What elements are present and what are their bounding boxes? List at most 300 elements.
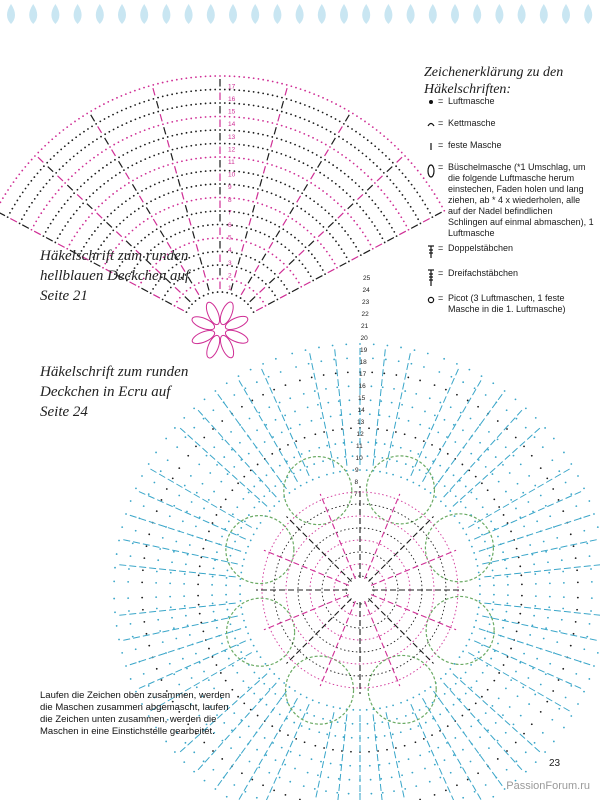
chain-stitch — [202, 239, 204, 241]
chain-stitch — [477, 565, 479, 567]
chain-stitch — [296, 205, 298, 207]
chain-stitch — [257, 92, 259, 94]
chain-stitch — [91, 176, 93, 178]
chain-stitch — [177, 204, 179, 206]
chain-stitch — [301, 243, 303, 245]
chain-stitch — [283, 213, 285, 215]
chain-stitch — [356, 224, 358, 226]
chain-stitch — [129, 198, 131, 200]
chain-stitch — [271, 192, 273, 194]
chain-stitch — [351, 179, 353, 181]
chain-stitch — [189, 634, 191, 636]
chain-stitch — [162, 151, 164, 153]
border-drop — [362, 4, 370, 24]
chain-stitch — [97, 154, 99, 156]
chain-stitch — [577, 703, 579, 705]
chain-stitch — [323, 747, 325, 749]
chain-stitch — [310, 275, 312, 277]
border-drop — [473, 4, 481, 24]
chain-stitch — [286, 84, 288, 86]
chain-stitch — [50, 223, 52, 225]
chain-stitch — [287, 734, 289, 736]
chain-stitch — [197, 583, 199, 585]
chain-stitch — [431, 734, 433, 736]
chain-stitch — [321, 206, 323, 208]
chain-stitch — [305, 349, 307, 351]
chain-stitch — [196, 686, 198, 688]
chain-stitch — [536, 658, 538, 660]
chain-stitch — [243, 212, 245, 214]
chain-stitch — [209, 129, 211, 131]
chain-stitch — [150, 186, 152, 188]
chain-stitch — [193, 241, 195, 243]
chain-stitch — [262, 161, 264, 163]
chain-stitch — [206, 455, 208, 457]
chain-stitch — [506, 567, 508, 569]
chain-stitch — [260, 522, 262, 524]
chain-stitch — [149, 171, 151, 173]
green-scallop — [284, 457, 352, 525]
chain-stitch — [395, 208, 397, 210]
chain-stitch — [516, 548, 518, 550]
chain-stitch — [307, 230, 309, 232]
double-crochet-stitch — [289, 259, 294, 264]
chain-stitch — [5, 193, 7, 195]
chain-stitch — [217, 251, 219, 253]
chain-stitch — [216, 514, 218, 516]
chain-stitch — [492, 570, 494, 572]
chain-stitch — [414, 349, 416, 351]
chain-stitch — [104, 118, 106, 120]
chain-stitch — [248, 200, 250, 202]
chain-stitch — [254, 274, 256, 276]
chain-stitch — [586, 542, 588, 544]
chain-stitch — [173, 627, 175, 629]
chain-stitch — [306, 712, 308, 714]
chain-stitch — [195, 446, 197, 448]
chain-stitch — [353, 220, 355, 222]
chain-stitch — [162, 641, 164, 643]
chain-stitch — [87, 128, 89, 130]
chain-stitch — [120, 95, 122, 97]
chain-stitch — [139, 88, 141, 90]
chain-stitch — [313, 463, 315, 465]
chain-stitch — [510, 679, 512, 681]
chain-stitch — [174, 427, 176, 429]
chain-stitch — [272, 108, 274, 110]
chain-stitch — [237, 644, 239, 646]
chain-stitch — [238, 116, 240, 118]
chain-stitch — [425, 722, 427, 724]
chain-stitch — [456, 363, 458, 365]
chain-stitch — [114, 159, 116, 161]
chain-stitch — [477, 613, 479, 615]
chain-stitch — [207, 252, 209, 254]
chain-stitch — [171, 107, 173, 109]
chain-stitch — [162, 137, 164, 139]
chain-stitch — [114, 209, 116, 211]
chain-stitch — [327, 776, 329, 778]
chain-stitch — [304, 90, 306, 92]
chain-stitch — [497, 438, 499, 440]
chain-stitch — [197, 240, 199, 242]
chain-stitch — [339, 764, 341, 766]
chain-stitch — [272, 81, 274, 83]
chain-stitch — [281, 83, 283, 85]
chain-stitch — [408, 758, 410, 760]
chain-stitch — [207, 279, 209, 281]
chain-stitch — [266, 163, 268, 165]
chain-stitch — [336, 386, 338, 388]
chain-stitch — [136, 177, 138, 179]
chain-stitch — [434, 794, 436, 796]
chain-stitch — [118, 540, 120, 542]
chain-stitch — [278, 226, 280, 228]
chain-stitch — [351, 128, 353, 130]
chain-stitch — [148, 463, 150, 465]
chain-stitch — [248, 725, 250, 727]
double-crochet-stitch — [328, 222, 333, 227]
triple-crochet-stitch — [116, 603, 235, 616]
chain-stitch — [181, 92, 183, 94]
chain-stitch — [391, 227, 393, 229]
chain-stitch — [241, 240, 243, 242]
chain-stitch — [321, 126, 323, 128]
chain-stitch — [224, 197, 226, 199]
chain-stitch — [262, 79, 264, 81]
chain-stitch — [67, 221, 69, 223]
chain-stitch — [252, 159, 254, 161]
chain-stitch — [101, 202, 103, 204]
chain-stitch — [253, 132, 255, 134]
chain-stitch — [143, 101, 145, 103]
chain-stitch — [213, 567, 215, 569]
chain-stitch — [127, 581, 129, 583]
triple-crochet-stitch — [373, 346, 386, 465]
chain-stitch — [205, 89, 207, 91]
chain-stitch — [283, 682, 285, 684]
chain-stitch — [429, 397, 431, 399]
border-drop — [584, 4, 592, 24]
chain-stitch — [126, 216, 128, 218]
chain-stitch — [462, 651, 464, 653]
chain-stitch — [425, 473, 427, 475]
chain-stitch — [314, 236, 316, 238]
double-crochet-stitch — [98, 126, 102, 132]
chain-stitch — [153, 112, 155, 114]
chain-stitch — [561, 559, 563, 561]
chain-stitch — [367, 737, 369, 739]
chain-stitch — [141, 190, 143, 192]
chain-stitch — [506, 428, 508, 430]
chain-stitch — [47, 227, 49, 229]
chain-stitch — [116, 190, 118, 192]
chain-stitch — [474, 520, 476, 522]
chain-stitch — [306, 180, 308, 182]
chain-stitch — [128, 610, 130, 612]
chain-stitch — [330, 116, 332, 118]
chain-stitch — [7, 189, 9, 191]
row-number: 3 — [228, 259, 232, 267]
chain-stitch — [70, 123, 72, 125]
chain-stitch — [243, 199, 245, 201]
chain-stitch — [293, 473, 295, 475]
chain-stitch — [513, 455, 515, 457]
border-drop — [162, 4, 170, 24]
chain-stitch — [470, 687, 472, 689]
chain-stitch — [597, 526, 599, 528]
chain-stitch — [248, 172, 250, 174]
chain-stitch — [399, 190, 401, 192]
chain-stitch — [277, 241, 279, 243]
chain-stitch — [75, 172, 77, 174]
chain-stitch — [453, 704, 455, 706]
chain-stitch — [217, 264, 219, 266]
chain-stitch — [116, 112, 118, 114]
chain-stitch — [122, 154, 124, 156]
chain-stitch — [69, 159, 71, 161]
double-crochet-stitch — [171, 153, 173, 160]
chain-stitch — [290, 114, 292, 116]
chain-stitch — [345, 157, 347, 159]
double-crochet-stitch — [253, 205, 255, 212]
chain-stitch — [295, 87, 297, 89]
chain-stitch — [245, 552, 247, 554]
chain-stitch — [334, 443, 336, 445]
chain-stitch — [497, 420, 499, 422]
border-drop — [407, 4, 415, 24]
chain-stitch — [236, 506, 238, 508]
chain-stitch — [401, 152, 403, 154]
chain-stitch — [174, 751, 176, 753]
chain-stitch — [140, 175, 142, 177]
chain-stitch — [232, 548, 234, 550]
chain-stitch — [238, 171, 240, 173]
chain-stitch — [203, 760, 205, 762]
chain-stitch — [158, 167, 160, 169]
chain-stitch — [293, 457, 295, 459]
chain-stitch — [312, 280, 314, 282]
chain-stitch — [191, 200, 193, 202]
chain-stitch — [415, 393, 417, 395]
chain-stitch — [143, 87, 145, 89]
chain-stitch — [270, 207, 272, 209]
chain-stitch — [222, 740, 224, 742]
chain-stitch — [479, 424, 481, 426]
chain-stitch — [171, 121, 173, 123]
chain-stitch — [365, 156, 367, 158]
chain-stitch — [200, 157, 202, 159]
chain-stitch — [381, 721, 383, 723]
chain-stitch — [293, 274, 295, 276]
chain-stitch — [84, 147, 86, 149]
chain-stitch — [135, 227, 137, 229]
chain-stitch — [475, 702, 477, 704]
double-crochet-stitch — [292, 288, 299, 292]
chain-stitch — [207, 224, 209, 226]
chain-stitch — [123, 219, 125, 221]
chain-stitch — [428, 751, 430, 753]
chain-stitch — [222, 278, 224, 280]
chain-stitch — [105, 199, 107, 201]
chain-stitch — [226, 601, 228, 603]
chain-stitch — [103, 103, 105, 105]
chain-stitch — [165, 652, 167, 654]
chain-stitch — [233, 466, 235, 468]
chain-stitch — [311, 377, 313, 379]
chain-stitch — [259, 232, 261, 234]
chain-stitch — [288, 249, 290, 251]
chain-stitch — [453, 474, 455, 476]
chain-stitch — [106, 237, 108, 239]
chain-stitch — [516, 760, 518, 762]
double-crochet-stitch — [290, 207, 294, 213]
chain-stitch — [348, 385, 350, 387]
chain-stitch — [240, 297, 242, 299]
chain-stitch — [290, 99, 292, 101]
chain-stitch — [207, 265, 209, 267]
chain-stitch — [113, 581, 115, 583]
chain-stitch — [190, 172, 192, 174]
chain-stitch — [366, 469, 368, 471]
chain-stitch — [481, 696, 483, 698]
chain-stitch — [411, 184, 413, 186]
chain-stitch — [337, 151, 339, 153]
chain-stitch — [243, 476, 245, 478]
chain-stitch — [193, 751, 195, 753]
chain-stitch — [202, 548, 204, 550]
chain-stitch — [186, 118, 188, 120]
chain-stitch — [229, 143, 231, 145]
chain-stitch — [181, 78, 183, 80]
chain-stitch — [74, 121, 76, 123]
chain-stitch — [384, 193, 386, 195]
double-crochet-stitch — [363, 250, 370, 254]
chain-stitch — [593, 513, 595, 515]
chain-stitch — [107, 216, 109, 218]
chain-stitch — [281, 97, 283, 99]
chain-stitch — [363, 136, 365, 138]
chain-stitch — [236, 252, 238, 254]
chain-stitch — [202, 280, 204, 282]
double-crochet-stitch — [278, 114, 280, 121]
chain-stitch — [391, 402, 393, 404]
legend-text: Luftmasche — [448, 96, 495, 106]
chain-stitch — [34, 198, 36, 200]
chain-stitch — [309, 91, 311, 93]
chain-stitch — [252, 215, 254, 217]
chain-stitch — [171, 135, 173, 137]
chain-stitch — [423, 440, 425, 442]
chain-stitch — [94, 173, 96, 175]
chain-stitch — [492, 473, 494, 475]
chain-stitch — [278, 500, 280, 502]
chain-stitch — [370, 399, 372, 401]
chain-stitch — [185, 91, 187, 93]
chain-stitch — [98, 170, 100, 172]
row-number: 23 — [362, 299, 370, 306]
chain-stitch — [503, 514, 505, 516]
chain-stitch — [384, 443, 386, 445]
chain-stitch — [459, 656, 461, 658]
chain-stitch — [351, 737, 353, 739]
chain-stitch — [233, 784, 235, 786]
double-crochet-stitch — [10, 219, 17, 223]
chain-stitch — [283, 263, 285, 265]
chain-stitch — [46, 162, 48, 164]
double-crochet-stitch — [241, 288, 245, 294]
chain-stitch — [443, 358, 445, 360]
chain-stitch — [250, 242, 252, 244]
row-number: 11 — [228, 159, 235, 166]
chain-stitch — [535, 595, 537, 597]
chain-stitch — [322, 460, 324, 462]
chain-stitch — [205, 130, 207, 132]
chain-stitch — [143, 621, 145, 623]
chain-stitch — [37, 152, 39, 154]
chain-stitch — [186, 215, 188, 217]
chain-stitch — [565, 697, 567, 699]
chain-stitch — [28, 206, 30, 208]
chain-stitch — [88, 144, 90, 146]
chain-stitch — [143, 673, 145, 675]
chain-stitch — [135, 530, 137, 532]
chain-stitch — [182, 520, 184, 522]
chain-stitch — [406, 479, 408, 481]
chain-stitch — [570, 645, 572, 647]
chain-stitch — [245, 284, 247, 286]
chain-stitch — [534, 742, 536, 744]
chain-stitch — [167, 164, 169, 166]
chain-stitch — [338, 244, 340, 246]
chain-stitch — [195, 199, 197, 201]
chain-stitch — [492, 382, 494, 384]
chain-stitch — [563, 452, 565, 454]
chain-stitch — [563, 596, 565, 598]
chain-stitch — [481, 375, 483, 377]
chain-stitch — [417, 218, 419, 220]
chain-stitch — [45, 231, 47, 233]
chain-stitch — [220, 481, 222, 483]
chain-stitch — [577, 581, 579, 583]
chain-stitch — [299, 424, 301, 426]
chain-stitch — [268, 236, 270, 238]
chain-stitch — [214, 143, 216, 145]
chain-stitch — [324, 273, 326, 275]
chain-stitch — [301, 725, 303, 727]
chain-stitch — [129, 91, 131, 93]
chain-stitch — [475, 620, 477, 622]
legend-symbol — [424, 294, 438, 312]
chain-stitch — [135, 648, 137, 650]
chain-stitch — [570, 533, 572, 535]
chain-stitch — [338, 400, 340, 402]
chain-stitch — [468, 469, 470, 471]
chain-stitch — [219, 197, 221, 199]
chain-stitch — [343, 123, 345, 125]
chain-stitch — [195, 171, 197, 173]
legend-equals: = — [438, 162, 444, 172]
double-crochet-stitch — [167, 140, 169, 147]
chain-stitch — [193, 255, 195, 257]
chain-stitch — [545, 505, 547, 507]
triple-crochet-stitch — [178, 426, 267, 506]
chain-stitch — [240, 607, 242, 609]
double-crochet-stitch — [193, 231, 195, 238]
chain-stitch — [406, 699, 408, 701]
chain-stitch — [314, 257, 316, 259]
chain-stitch — [199, 565, 201, 567]
